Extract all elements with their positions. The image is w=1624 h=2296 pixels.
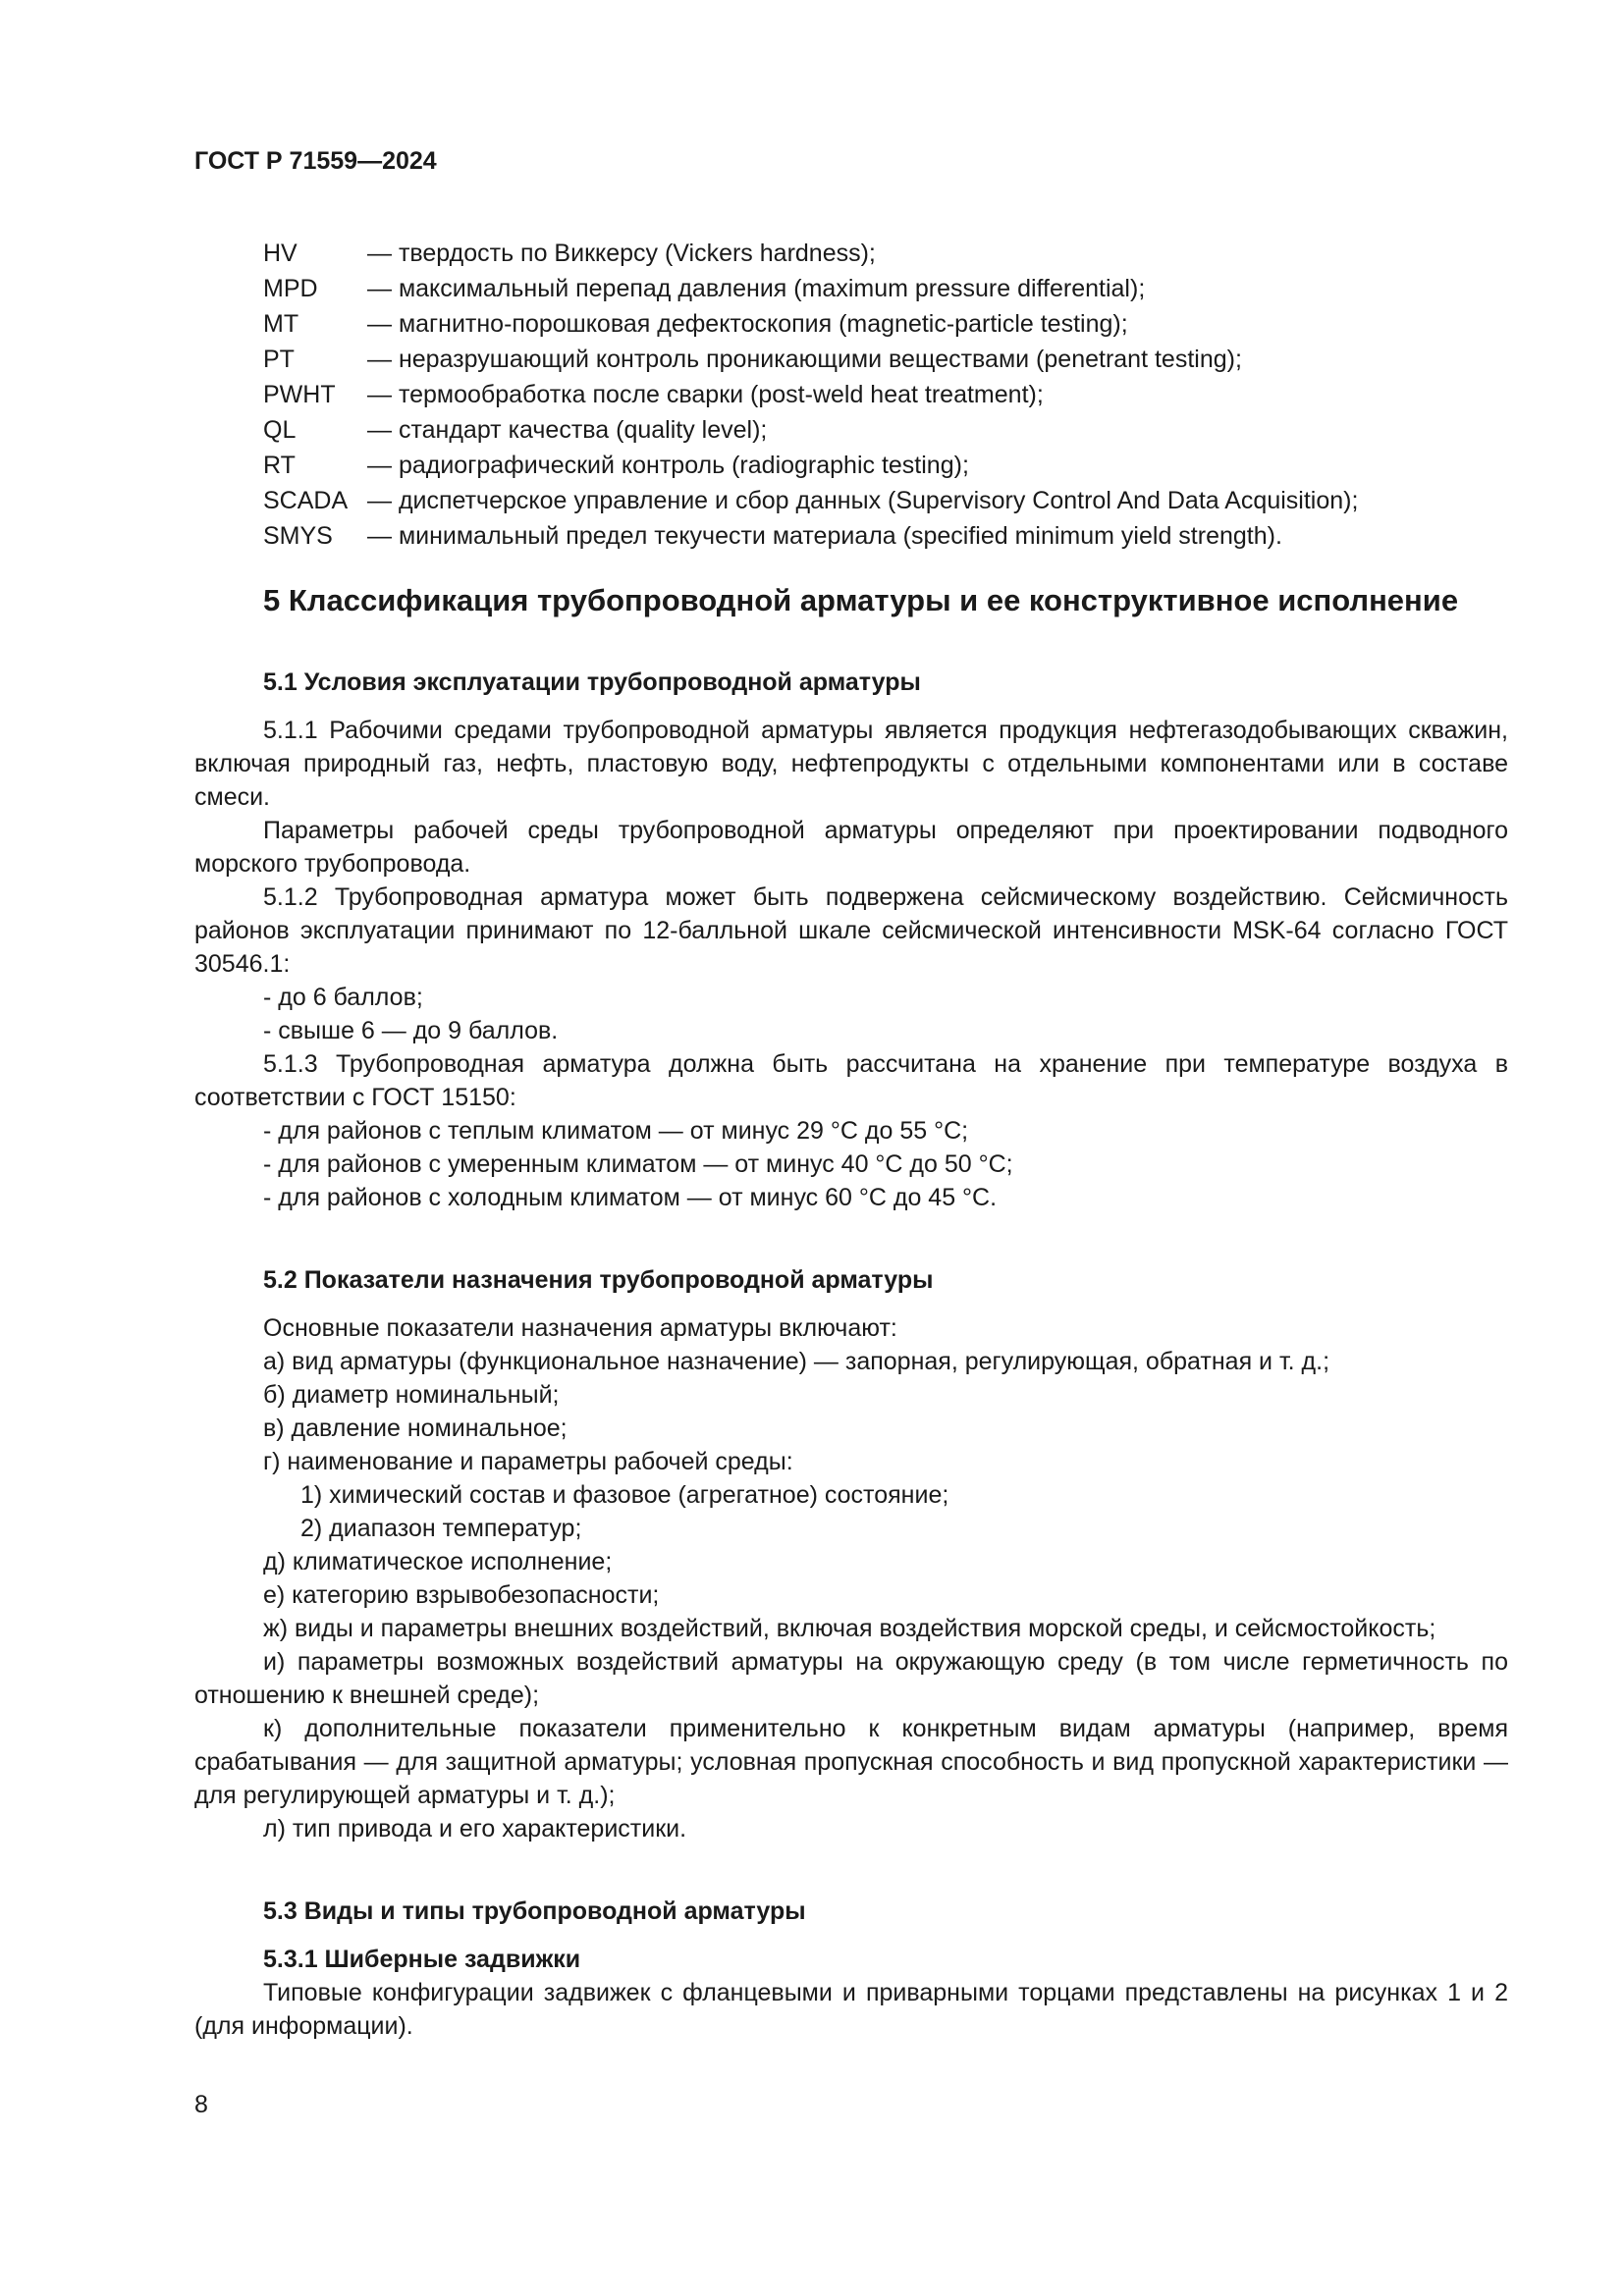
subsubsection-heading: 5.3.1 Шиберные задвижки <box>263 1946 581 1973</box>
list-item: е) категорию взрывобезопасности; <box>263 1581 660 1609</box>
abbreviation-term: MT <box>263 310 299 338</box>
abbreviation-row <box>263 412 1540 448</box>
list-item: л) тип привода и его характеристики. <box>263 1815 687 1842</box>
subsection-heading: 5.2 Показатели назначения трубопроводной арматуры <box>263 1266 934 1294</box>
abbreviation-definition: — магнитно-порошковая дефектоскопия (magnetic-particle testing); <box>367 310 1128 338</box>
list-item: д) климатическое исполнение; <box>263 1548 613 1575</box>
list-item: а) вид арматуры (функциональное назначение) — запорная, регулирующая, обратная и т. д.; <box>263 1348 1330 1375</box>
abbreviation-definition: — стандарт качества (quality level); <box>367 416 768 444</box>
paragraph: Типовые конфигурации задвижек с фланцевыми и приварными торцами представлены на рисунках 1 и 2 (для информации). <box>194 1979 1508 2040</box>
paragraph: 5.1.2 Трубопроводная арматура может быть подвержена сейсмическому воздействию. Сейсмичность районов эксплуатации принимают по 12-балльной шкале сейсмической интенсивности MSK-64 согласно ГОСТ 30546.1: <box>194 883 1508 978</box>
document-header: ГОСТ Р 71559—2024 <box>194 147 437 175</box>
abbreviation-row <box>263 306 1540 342</box>
list-item: - свыше 6 — до 9 баллов. <box>263 1017 559 1044</box>
abbreviation-row <box>263 377 1540 412</box>
abbreviation-definition: — радиографический контроль (radiographic testing); <box>367 452 969 479</box>
list-item: - для районов с теплым климатом — от минус 29 °C до 55 °C; <box>263 1117 969 1145</box>
list-item: г) наименование и параметры рабочей среды: <box>263 1448 793 1475</box>
abbreviation-definition: — минимальный предел текучести материала (specified minimum yield strength). <box>367 522 1282 550</box>
abbreviation-row <box>263 236 1540 271</box>
list-item: - для районов с холодным климатом — от минус 60 °C до 45 °C. <box>263 1184 998 1211</box>
abbreviation-row <box>263 342 1540 377</box>
list-item: ж) виды и параметры внешних воздействий, включая воздействия морской среды, и сейсмостойкость; <box>263 1615 1436 1642</box>
abbreviation-term: MPD <box>263 275 318 302</box>
abbreviation-term: PT <box>263 346 295 373</box>
abbreviation-term: HV <box>263 240 298 267</box>
list-item: - для районов с умеренным климатом — от минус 40 °C до 50 °C; <box>263 1150 1013 1178</box>
list-item: - до 6 баллов; <box>263 984 423 1011</box>
paragraph: 5.1.1 Рабочими средами трубопроводной арматуры является продукция нефтегазодобывающих скважин, включая природный газ, нефть, пластовую воду, нефтепродукты с отдельными компонентами или в составе смеси. <box>194 717 1508 811</box>
abbreviation-term: SCADA <box>263 487 349 514</box>
abbreviation-term: QL <box>263 416 297 444</box>
abbreviation-row <box>263 483 1540 518</box>
paragraph: Параметры рабочей среды трубопроводной арматуры определяют при проектировании подводного морского трубопровода. <box>194 817 1508 878</box>
subsection-heading: 5.1 Условия эксплуатации трубопроводной арматуры <box>263 668 921 696</box>
sub-list-item: 1) химический состав и фазовое (агрегатное) состояние; <box>300 1481 949 1509</box>
abbreviation-term: RT <box>263 452 296 479</box>
paragraph: 5.1.3 Трубопроводная арматура должна быть рассчитана на хранение при температуре воздуха в соответствии с ГОСТ 15150: <box>194 1050 1508 1111</box>
abbreviation-term: SMYS <box>263 522 333 550</box>
sub-list-item: 2) диапазон температур; <box>300 1515 582 1542</box>
abbreviation-term: PWHT <box>263 381 336 408</box>
abbreviation-definition: — диспетчерское управление и сбор данных (Supervisory Control And Data Acquisition); <box>367 487 1359 514</box>
abbreviation-definition: — неразрушающий контроль проникающими веществами (penetrant testing); <box>367 346 1242 373</box>
abbreviation-definition: — твердость по Виккерсу (Vickers hardness); <box>367 240 876 267</box>
abbreviation-row <box>263 448 1540 483</box>
abbreviation-list <box>263 236 1540 554</box>
page-number: 8 <box>194 2091 208 2118</box>
main-content <box>194 581 1508 2043</box>
abbreviation-row <box>263 271 1540 306</box>
list-item: в) давление номинальное; <box>263 1415 568 1442</box>
list-item: и) параметры возможных воздействий арматуры на окружающую среду (в том числе герметичность по отношению к внешней среде); <box>194 1648 1508 1709</box>
abbreviation-definition: — максимальный перепад давления (maximum pressure differential); <box>367 275 1146 302</box>
list-item: к) дополнительные показатели применительно к конкретным видам арматуры (например, время срабатывания — для защитной арматуры; условная пропускная способность и вид пропускной характеристики — для регулирующей арматуры и т. д.); <box>194 1715 1508 1809</box>
subsection-heading: 5.3 Виды и типы трубопроводной арматуры <box>263 1897 806 1925</box>
abbreviation-definition: — термообработка после сварки (post-weld heat treatment); <box>367 381 1044 408</box>
list-item: б) диаметр номинальный; <box>263 1381 560 1409</box>
paragraph: Основные показатели назначения арматуры включают: <box>263 1314 897 1342</box>
abbreviation-row <box>263 518 1540 554</box>
section-heading: 5 Классификация трубопроводной арматуры и ее конструктивное исполнение <box>263 583 1459 617</box>
